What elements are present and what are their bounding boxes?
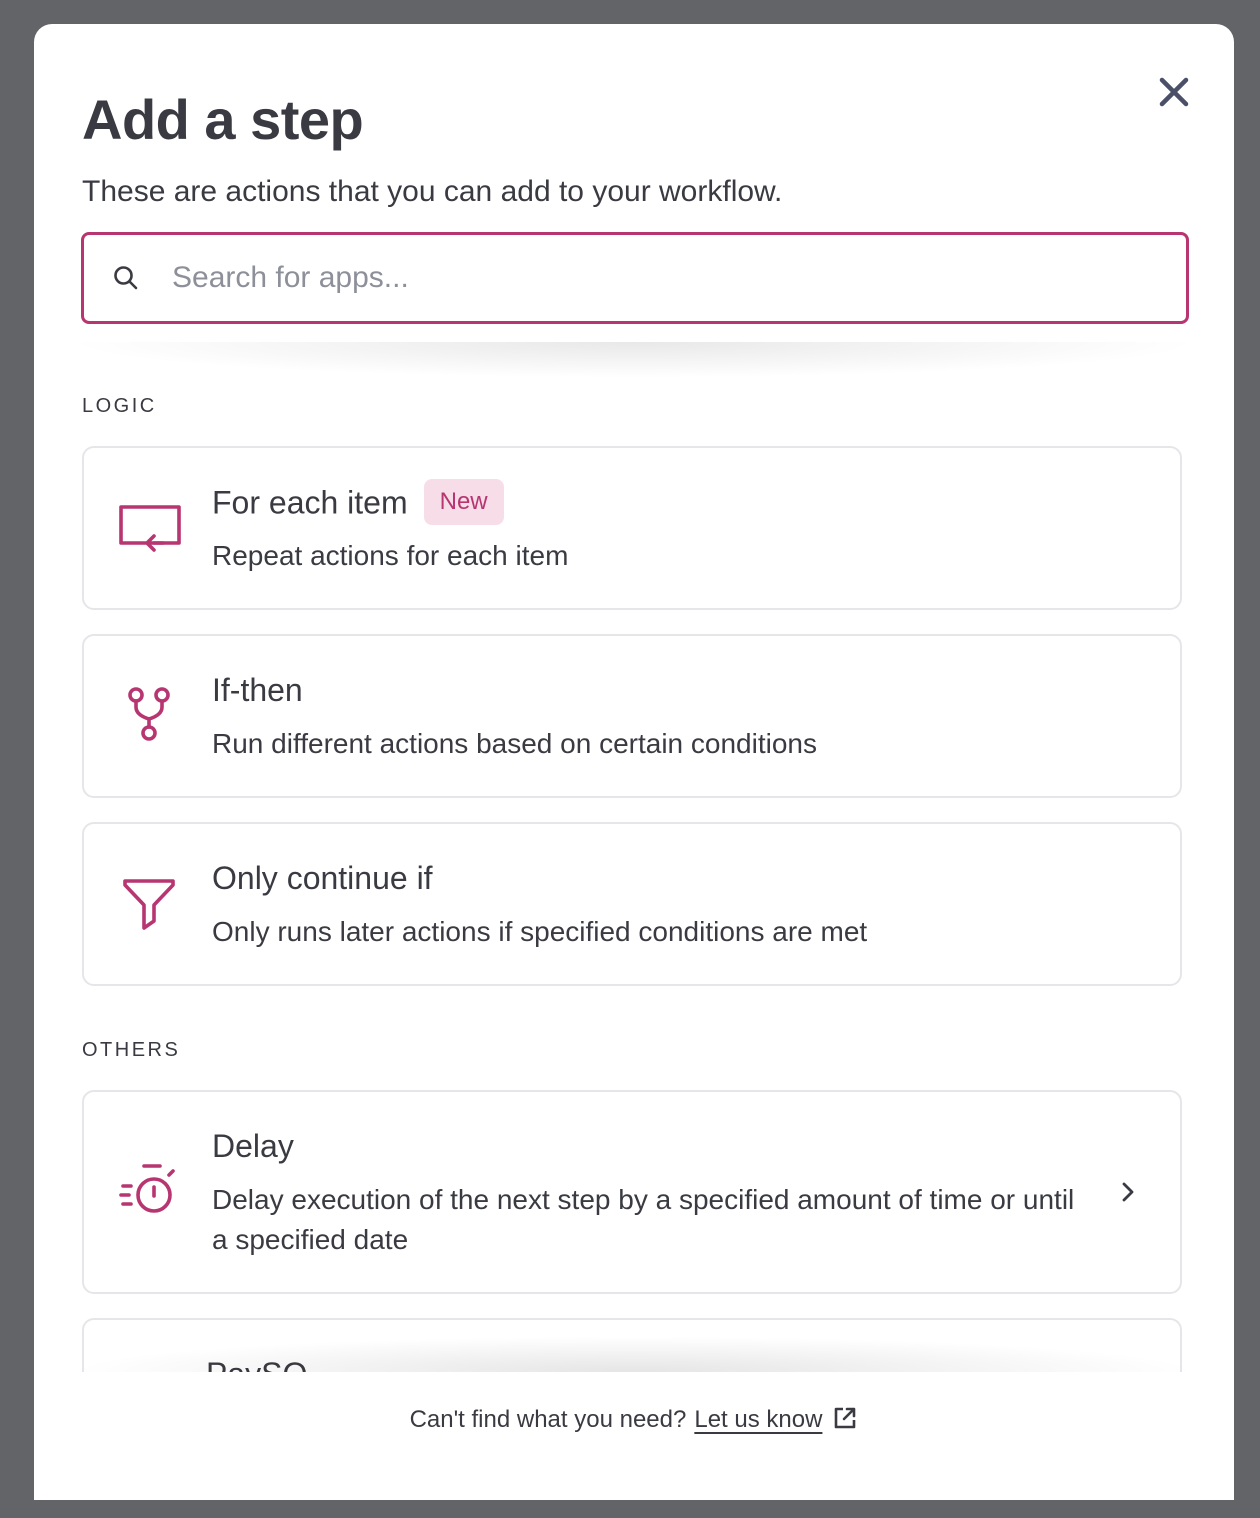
- external-link-icon[interactable]: [832, 1405, 858, 1431]
- new-badge: New: [424, 479, 504, 525]
- step-title: Delay: [212, 1128, 294, 1164]
- section-label-others: OTHERS: [82, 1039, 181, 1061]
- step-card-for-each-item[interactable]: [82, 446, 1182, 610]
- step-description: Only runs later actions if specified conditions are met: [212, 916, 868, 947]
- step-description: Repeat actions for each item: [212, 540, 569, 571]
- scroll-shadow-top: [64, 342, 1204, 378]
- search-icon: [112, 264, 140, 292]
- step-title: Only continue if: [212, 860, 433, 896]
- step-description: Run different actions based on certain conditions: [212, 728, 817, 759]
- step-card-if-then[interactable]: [82, 634, 1182, 798]
- add-step-modal: [34, 24, 1234, 1500]
- step-card-only-continue-if[interactable]: [82, 822, 1182, 986]
- loop-icon: [114, 495, 184, 565]
- modal-title: Add a step: [82, 88, 364, 151]
- branch-icon: [114, 683, 184, 753]
- step-list[interactable]: [34, 374, 1234, 1372]
- search-box[interactable]: [81, 232, 1189, 324]
- section-label-logic: LOGIC: [82, 395, 157, 417]
- filter-icon: [114, 871, 184, 941]
- step-description: Delay execution of the next step by a specified amount of time or until a specified date: [212, 1184, 1075, 1255]
- footer-prompt: Can't find what you need?: [409, 1406, 687, 1433]
- step-title: For each item: [212, 484, 408, 521]
- step-title: If-then: [212, 672, 303, 708]
- step-card-delay[interactable]: [82, 1090, 1182, 1294]
- modal-footer: [34, 1372, 1234, 1500]
- search-input[interactable]: [172, 235, 1152, 321]
- let-us-know-link[interactable]: Let us know: [694, 1406, 823, 1433]
- close-icon: [1154, 72, 1194, 112]
- chevron-right-icon: [1116, 1180, 1140, 1204]
- close-button[interactable]: [1154, 72, 1194, 112]
- stopwatch-icon: [114, 1158, 184, 1228]
- modal-subtitle: These are actions that you can add to your workflow.: [82, 175, 783, 208]
